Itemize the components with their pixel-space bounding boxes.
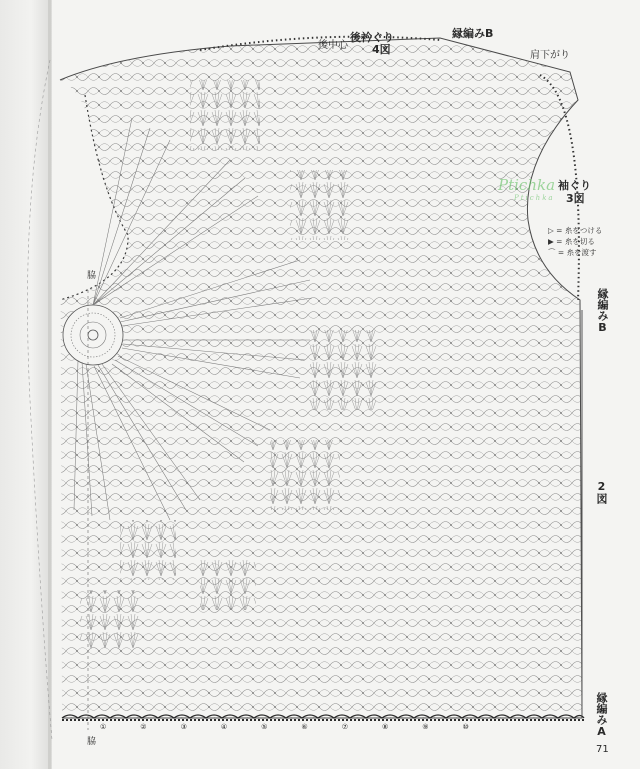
legend [548, 225, 602, 258]
edging-b-side-label: 縁編みB [596, 288, 609, 334]
legend-item-attach: ▷ = 糸をつける [548, 226, 603, 235]
back-neckline-label: 後衿ぐり [350, 31, 394, 44]
legend-item-cut: ▶ = 糸を切る [548, 237, 595, 246]
shoulder-drop-label: 肩下がり [530, 50, 570, 61]
figure-4-label: 4図 [372, 43, 391, 56]
side-label-upper: 脇 [85, 270, 95, 279]
edging-a-label: 縁編みA [595, 692, 608, 738]
page-number: 71 [596, 744, 609, 755]
bottom-row-numbers: ①②③④⑤⑥⑦⑧⑨⑩ [100, 723, 503, 731]
figure-3-label: 3図 [566, 192, 585, 205]
armhole-label: 袖ぐり [558, 179, 591, 192]
legend-item-carry: ⌒ = 糸を渡す [548, 248, 597, 257]
figure-2-label: 2図 [595, 480, 608, 504]
back-center-label: 後中心 [318, 40, 348, 51]
edging-b-top-label: 縁編みB [452, 27, 494, 40]
watermark: Ptichka Ptichka [498, 176, 556, 202]
motif-medallion [63, 305, 123, 365]
side-label-lower: 脇 [85, 736, 95, 745]
